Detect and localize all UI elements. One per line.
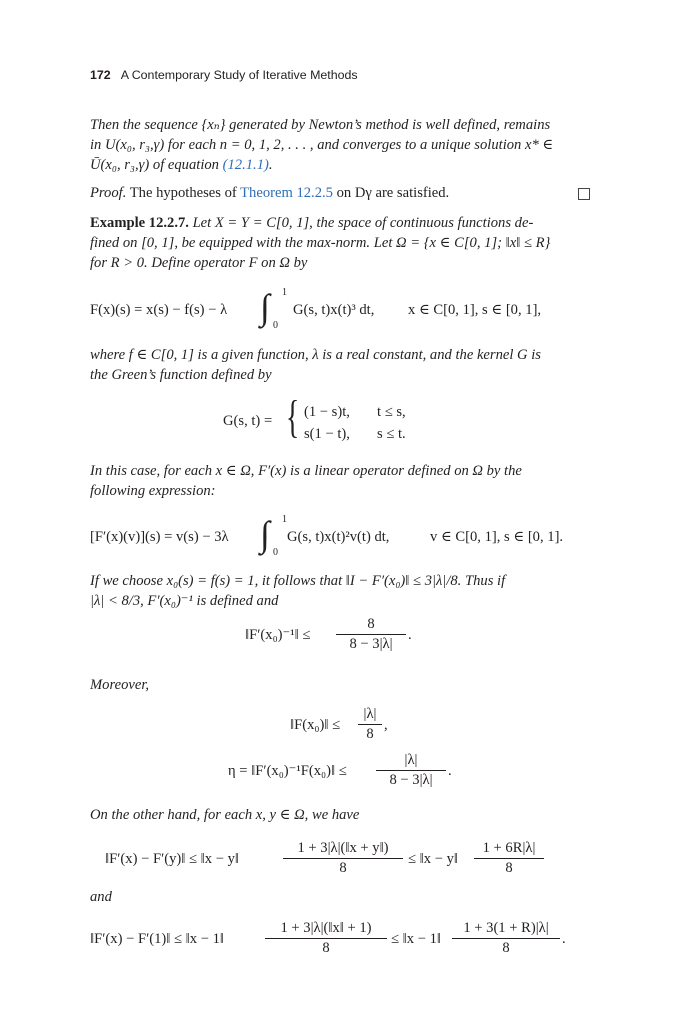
and-line: and xyxy=(90,889,112,905)
proof-line: Proof. The hypotheses of Theorem 12.2.5 on Dγ are satisfied. xyxy=(90,185,450,201)
moreover-line: Moreover, xyxy=(90,677,150,693)
equation-ref-link[interactable]: (12.1.1) xyxy=(222,157,269,173)
theorem-line-3: Ū(x₀, r₃,γ) of equation (12.1.1). xyxy=(90,157,273,173)
integral-sign: ∫ xyxy=(260,514,270,554)
where-line-2: the Green’s function defined by xyxy=(90,367,272,383)
choose-line-2: |λ| < 8/3, F′(x₀)⁻¹ is defined and xyxy=(90,593,279,609)
running-header xyxy=(90,66,358,84)
example-line-3: for R > 0. Define operator F on Ω by xyxy=(90,255,308,271)
derivative-line-1: In this case, for each x ∈ Ω, F′(x) is a linear operator defined on Ω by the xyxy=(90,463,522,479)
proof-label: Proof. xyxy=(90,185,127,201)
where-line-1: where f ∈ C[0, 1] is a given function, λ is a real constant, and the kernel G is xyxy=(90,347,541,363)
derivative-line-2: following expression: xyxy=(90,483,216,499)
theorem-line-1: Then the sequence {xₙ} generated by Newton’s method is well defined, remains xyxy=(90,117,551,133)
example-label: Example 12.2.7. xyxy=(90,215,189,231)
example-line-2: fined on [0, 1], be equipped with the max-norm. Let Ω = {x ∈ C[0, 1]; ‖x‖ ≤ R} xyxy=(90,235,551,251)
theorem-ref-link[interactable]: Theorem 12.2.5 xyxy=(240,185,333,201)
qed-box xyxy=(578,188,590,200)
running-title: A Contemporary Study of Iterative Methods xyxy=(120,68,358,82)
page-number: 172 xyxy=(90,68,111,82)
integral-sign: ∫ xyxy=(260,287,270,327)
choose-line-1: If we choose x₀(s) = f(s) = 1, it follows that ‖I − F′(x₀)‖ ≤ 3|λ|/8. Thus if xyxy=(90,573,506,589)
theorem-line-2: in U(x₀, r₃,γ) for each n = 0, 1, 2, . . . , and converges to a unique solution x* ∈ xyxy=(90,137,554,153)
example-line-1: Example 12.2.7. Let X = Y = C[0, 1], the space of continuous functions de- xyxy=(90,215,534,231)
other-hand-line: On the other hand, for each x, y ∈ Ω, we have xyxy=(90,807,360,823)
left-brace: { xyxy=(286,391,300,442)
